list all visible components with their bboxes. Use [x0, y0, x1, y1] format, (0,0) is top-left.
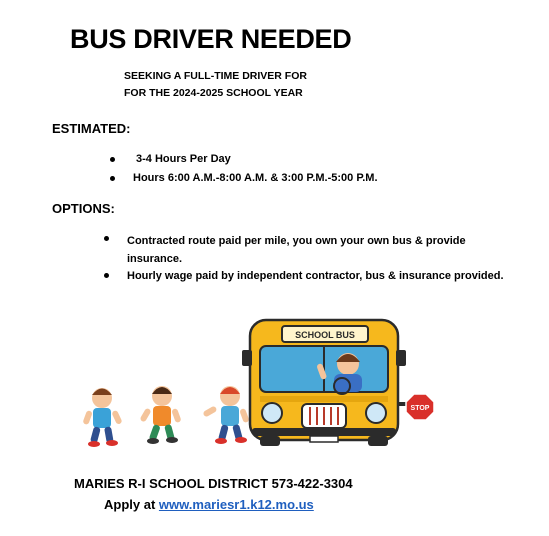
- stop-sign: [398, 394, 434, 420]
- apply-line: [104, 497, 314, 512]
- child-figure-3: [202, 386, 249, 444]
- child-figure-1: [82, 388, 122, 447]
- apply-website-link[interactable]: www.mariesr1.k12.mo.us: [158, 497, 314, 512]
- bullet-dot: [110, 176, 115, 181]
- options-heading: OPTIONS:: [52, 201, 115, 216]
- district-contact: MARIES R-I SCHOOL DISTRICT 573-422-3304: [74, 476, 353, 491]
- estimated-item-hours-schedule: Hours 6:00 A.M.-8:00 A.M. & 3:00 P.M.-5:00 P.M.: [133, 172, 378, 184]
- estimated-item-hours-per-day: 3-4 Hours Per Day: [136, 153, 231, 165]
- bullet-dot: [104, 236, 109, 241]
- option-item-contracted-route: Contracted route paid per mile, you own your own bus & provide insurance.: [127, 235, 466, 265]
- subtitle-line-1: SEEKING A FULL-TIME DRIVER FOR: [124, 70, 307, 82]
- bullet-dot: [104, 273, 109, 278]
- apply-prefix: Apply at: [104, 497, 156, 512]
- bullet-dot: [110, 157, 115, 162]
- option-item-hourly-wage: Hourly wage paid by independent contractor, bus & insurance provided.: [127, 270, 504, 282]
- flyer-title: BUS DRIVER NEEDED: [70, 24, 352, 54]
- child-figure-2: [139, 386, 181, 444]
- estimated-heading: ESTIMATED:: [52, 121, 131, 136]
- school-bus-illustration: [80, 312, 440, 452]
- subtitle-line-2: FOR THE 2024-2025 SCHOOL YEAR: [124, 87, 303, 99]
- school-bus: [242, 320, 406, 446]
- stop-sign-text: STOP: [410, 405, 430, 412]
- bus-sign-text: SCHOOL BUS: [295, 330, 355, 340]
